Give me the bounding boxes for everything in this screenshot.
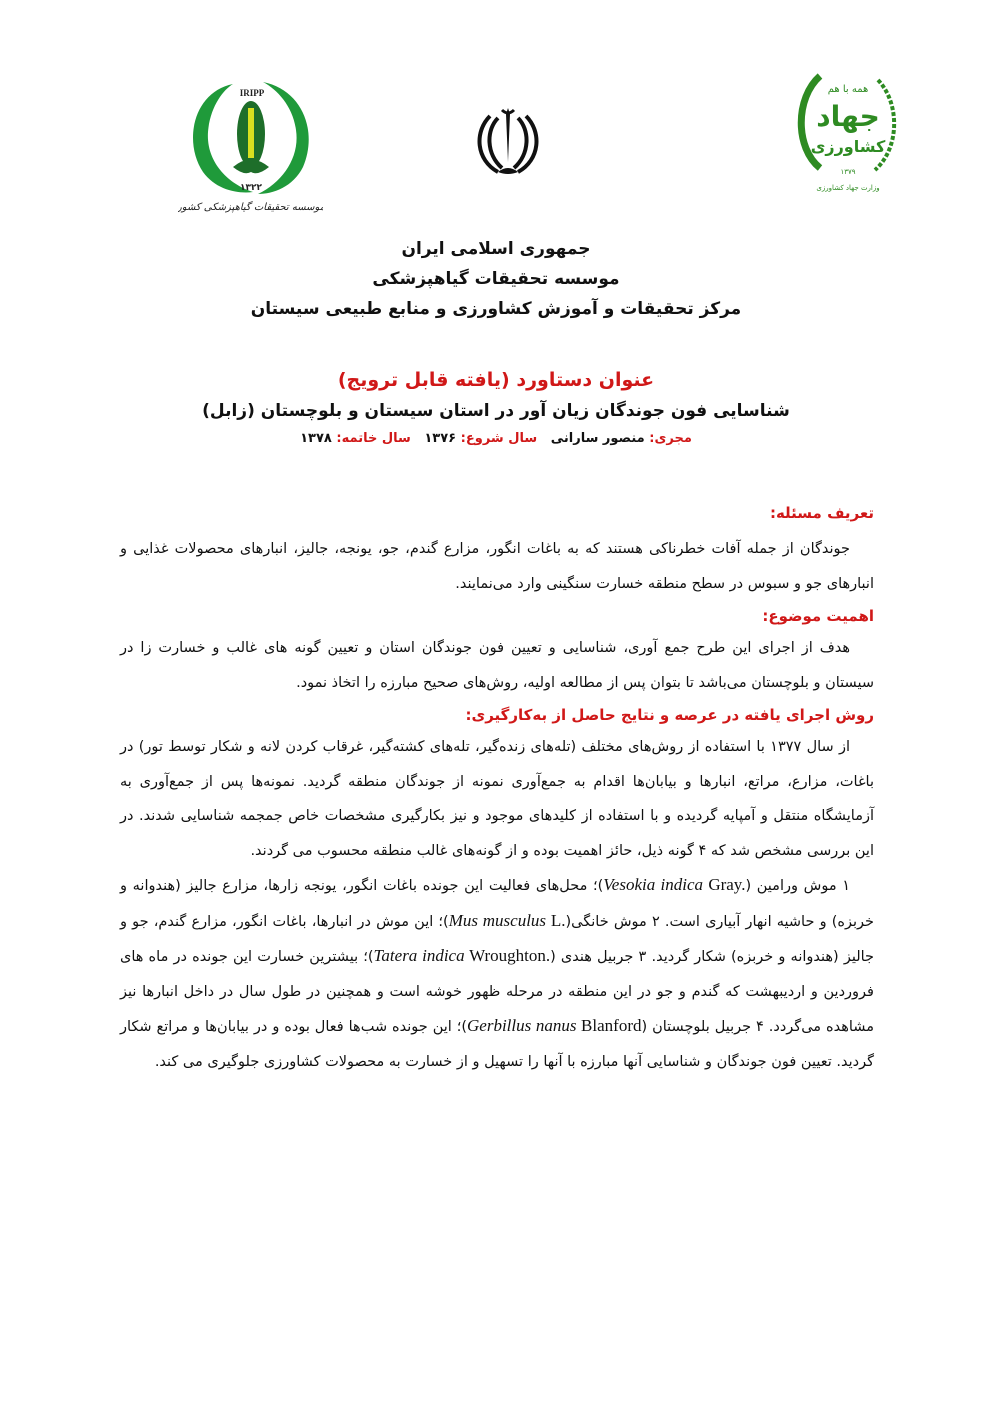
jahad-keshavarzi-logo [790,58,905,203]
svg-text:IRIPP: IRIPP [239,88,265,98]
species-scientific-name: Mus musculus L. [448,910,566,930]
svg-text:موسسه تحقیقات گیاهپزشکی کشور: موسسه تحقیقات گیاهپزشکی کشور [178,202,323,213]
species-common-name: جربیل هندی [560,949,634,965]
species-description: بیشترین خسارت این جونده در ماه های فروردین و اردیبهشت که گندم و جو در این منطقه در مرحله ظهور خوشه است و همچنین در طول سال در داخل انبارها نیز مشاهده می‌گردد. [120,949,874,1035]
svg-text:وزارت جهاد کشاورزی: وزارت جهاد کشاورزی [816,184,880,192]
species-paragraph: ۱ موش ورامین (Vesokia indica Gray.)؛ محل‌های فعالیت این جونده باغات انگور، یونجه زارها، مزارع جالیز (هندوانه و خربزه) و حاشیه انهار آبیاری است. ۲ موش خانگی(Mus musculus L.)؛ این موش در انبارها، باغات انگور، مزارع گندم، جو و جالیز (هندوانه و خربزه) شکار گردید. ۳ جربیل هندی (Tatera indica Wroughton.)؛ بیشترین خسارت این جونده در ماه های فروردین و اردیبهشت که گندم و جو در این منطقه در مرحله ظهور خوشه است و همچنین در طول سال در داخل انبارها نیز مشاهده می‌گردد. ۴ جربیل بلوچستان (Gerbillus nanus Blanford)؛ این جونده شب‌ها فعال بوده و در بیابان‌ها و مراتع شکار گردید. تعیین فون جوندگان و شناسایی آنها مبارزه با آنها را تسهیل و از خسارت به محصولات کشاورزی جلوگیری می کند. [120,875,874,1070]
section-heading-problem: تعریف مسئله: [769,504,874,522]
species-description: این موش در انبارها، باغات انگور، مزارع گندم، جو و جالیز (هندوانه و خربزه) شکار گردید. [120,913,874,965]
start-year-label: سال شروع: [460,431,538,446]
start-year: ۱۳۷۶ [424,431,457,446]
species-number: ۴ [756,1019,764,1035]
iran-emblem-icon [468,102,548,182]
iripp-emblem-icon [178,72,323,217]
species-number: ۱ [842,878,851,894]
iran-emblem [468,102,548,182]
iripp-logo [178,72,323,217]
problem-paragraph: جوندگان از جمله آفات خطرناکی هستند که به باغات انگور، مزارع گندم، جو، یونجه، جالیز، انبارهای محصولات غذایی و انبارهای جو و سبوس در سطح منطقه خسارت سنگینی وارد می‌نمایند. [120,541,874,592]
importance-paragraph: هدف از اجرای این طرح جمع آوری، شناسایی و تعیین فون جوندگان استان و تعیین گونه های غالب و خسارت زا در سیستان و بلوچستان می‌باشد تا بتوان پس از مطالعه اولیه، روش‌های صحیح مبارزه را اتخاذ نمود. [120,640,874,691]
country-name: جمهوری اسلامی ایران [401,239,591,259]
institute-name: موسسه تحقیقات گیاهپزشکی [372,269,620,289]
species-scientific-name: Vesokia indica Gray. [603,875,746,894]
svg-text:۱۳۷۹: ۱۳۷۹ [840,168,856,176]
species-common-name: موش ورامین [756,878,837,894]
executor-label: مجری: [649,431,692,446]
species-common-name: جربیل بلوچستان [652,1019,752,1035]
species-description: محل‌های فعالیت این جونده باغات انگور، یونجه زارها، مزارع جالیز (هندوانه و خربزه) و حاشیه انهار آبیاری است. [120,878,874,930]
institution-header [0,234,992,324]
species-scientific-name: Tatera indica Wroughton. [373,946,551,965]
project-title: شناسایی فون جوندگان زیان آور در استان سیستان و بلوچستان (زابل) [202,401,790,421]
section-heading-method: روش اجرای یافته در عرصه و نتایج حاصل از به‌کارگیری: [465,706,874,724]
project-meta [0,426,992,452]
executor-name: منصور سارانی [550,431,645,446]
svg-text:۱۳۲۲: ۱۳۲۲ [240,183,262,193]
end-year-label: سال خاتمه: [336,431,411,446]
species-number: ۳ [638,949,647,965]
center-name: مرکز تحقیقات و آموزش کشاورزی و منابع طبیعی سیستان [250,299,742,319]
section-heading-importance: اهمیت موضوع: [762,607,874,625]
svg-text:کشاورزی: کشاورزی [810,137,886,156]
svg-text:همه با هم: همه با هم [827,84,869,95]
species-common-name: موش خانگی [571,913,647,930]
species-scientific-name: Gerbillus nanus Blanford [467,1016,642,1035]
species-number: ۲ [651,913,660,930]
svg-text:جهاد: جهاد [816,100,880,133]
end-year: ۱۳۷۸ [300,431,332,446]
document-body [120,498,874,1079]
jahad-emblem-icon [790,58,905,203]
achievement-heading: عنوان دستاورد (یافته قابل ترویج) [337,369,655,391]
achievement-title-block [0,364,992,452]
conclusion-text: تعیین فون جوندگان و شناسایی آنها مبارزه با آنها را تسهیل و از خسارت به محصولات کشاورزی جلوگیری می کند. [154,1053,832,1070]
species-description: این جونده شب‌ها فعال بوده و در بیابان‌ها و مراتع شکار گردید. [120,1019,874,1070]
method-paragraph: از سال ۱۳۷۷ با استفاده از روش‌های مختلف (تله‌های زنده‌گیر، تله‌های کشته‌گیر، غرقاب کردن لانه و شکار توسط تور) در باغات، مزارع، مراتع، انبارها و بیابان‌ها اقدام به جمع‌آوری نمونه از جوندگان منطقه گردید. نمونه‌ها پس از جمع‌آوری به آزمایشگاه منتقل و آمپایه گردیده و با استفاده از کلیدهای موجود و نیز بکارگیری مشخصات خاص جمجمه شناسایی شدند. در این بررسی مشخص شد که ۴ گونه ذیل، حائز اهمیت بوده و از گونه‌های غالب منطقه محسوب می گردند. [120,739,874,859]
